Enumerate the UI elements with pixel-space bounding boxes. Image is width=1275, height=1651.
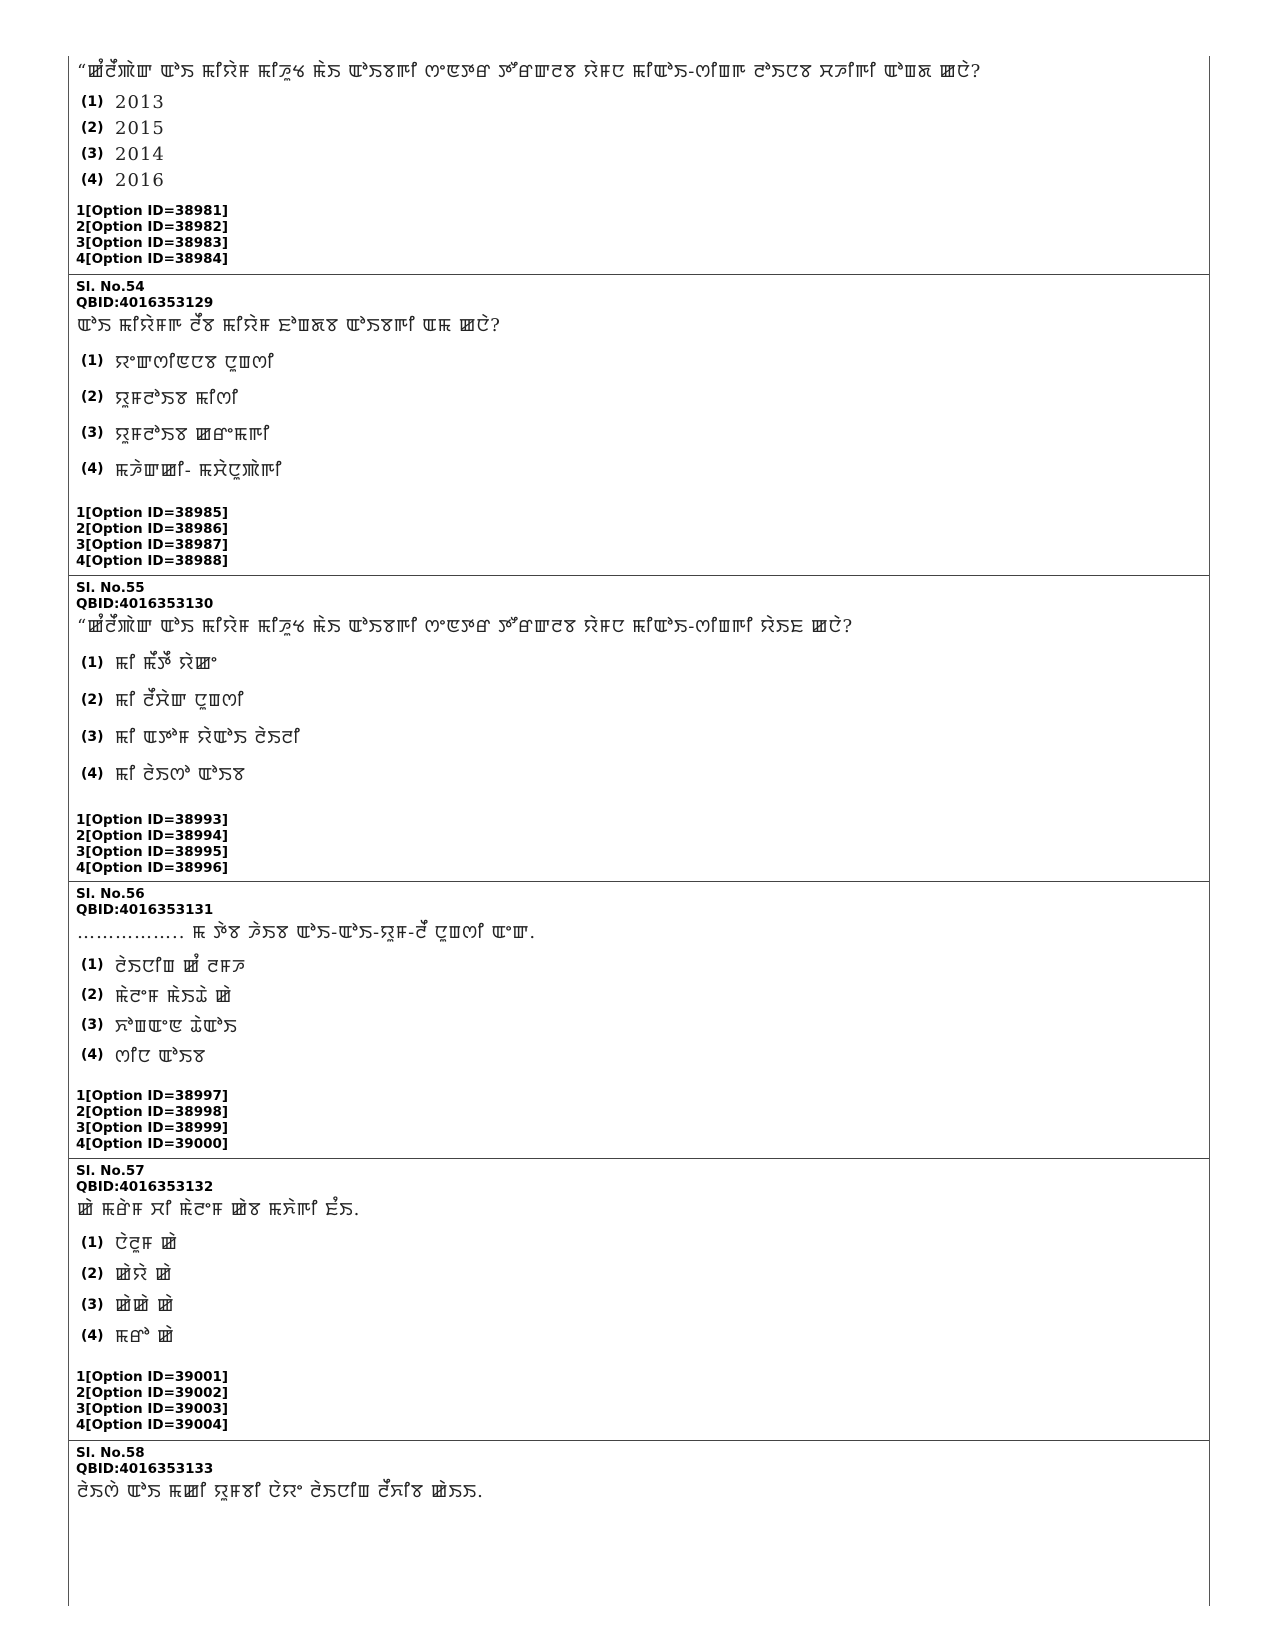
option-text: ꯅꯥꯂꯨꯝ ꯀꯥ [115, 1233, 179, 1254]
question-block-53 [69, 56, 1209, 275]
option-4: (4) ꯁꯤꯅ ꯑꯣꯏꯕ [81, 1040, 1209, 1070]
option-text: ꯃꯤ ꯃꯩꯇꯩ ꯌꯥꯀꯦ [115, 653, 218, 674]
option-text: ꯃꯔꯣ ꯀꯥ [115, 1326, 175, 1347]
serial-number: Sl. No.57 [76, 1163, 145, 1179]
qbid: QBID:4016353129 [76, 295, 214, 311]
option-id: 4[Option ID=38988] [76, 553, 229, 569]
serial-number: Sl. No.55 [76, 580, 145, 596]
option-1: (1) ꯅꯥꯂꯨꯝ ꯀꯥ [81, 1227, 1209, 1258]
option-3: (3) ꯈꯣꯡꯑꯦꯟ ꯊꯥꯑꯣꯏ [81, 1010, 1209, 1040]
option-id: 1[Option ID=39001] [76, 1369, 229, 1385]
option-text: ꯌꯦꯛꯁꯤꯟꯅꯕ ꯅꯨꯡꯁꯤ [115, 351, 275, 373]
option-text: ꯁꯤꯅ ꯑꯣꯏꯕ [115, 1045, 207, 1067]
option-1: (1) ꯌꯦꯛꯁꯤꯟꯅꯕ ꯅꯨꯡꯁꯤ [81, 343, 1209, 379]
option-id: 2[Option ID=38986] [76, 521, 229, 537]
serial-number: Sl. No.56 [76, 886, 145, 902]
option-text: 2016 [115, 169, 165, 191]
option-id: 4[Option ID=39004] [76, 1417, 229, 1433]
question-text: “ꯀꯪꯂꯩꯄꯥꯛ ꯑꯣꯏ ꯃꯤꯌꯥꯝ ꯃꯤꯍꯨꯠ ꯃꯥꯏ ꯑꯣꯏꯕꯒꯤ ꯁꯦꯟꯇꯔ ꯇꯧꯔꯛꯂꯕ ꯌꯥꯝꯅ ꯃꯤꯑꯣꯏ-ꯁꯤꯡꯒꯤ ꯌꯥꯏꯐ ꯀꯅꯥ? [77, 616, 854, 637]
option-id: 1[Option ID=38981] [76, 203, 229, 219]
option-text: ꯌꯨꯝꯂꯣꯏꯕ ꯀꯔꯦꯃꯒꯤ [115, 423, 271, 445]
option-4: (4) ꯃꯤ ꯂꯥꯏꯁꯣ ꯑꯣꯏꯕ [81, 755, 1209, 792]
option-id: 1[Option ID=38985] [76, 505, 229, 521]
option-2: (2) ꯀꯥꯌꯥ ꯀꯥ [81, 1258, 1209, 1289]
question-block-56 [69, 882, 1209, 1159]
option-id: 4[Option ID=38984] [76, 251, 229, 267]
option-id-list [76, 812, 1209, 876]
option-text: ꯃꯤ ꯂꯩꯆꯥꯛ ꯅꯨꯡꯁꯤ [115, 690, 245, 711]
option-id: 3[Option ID=38995] [76, 844, 229, 860]
option-id-list [76, 505, 1209, 569]
option-text: ꯂꯥꯏꯅꯤꯡ ꯀꯪ ꯂꯝꯍ [115, 955, 246, 977]
qbid: QBID:4016353130 [76, 596, 214, 612]
option-text: 2013 [115, 91, 165, 113]
option-text: 2014 [115, 143, 165, 165]
option-2: (2) ꯃꯥꯂꯦꯝ ꯃꯥꯏꯊꯥ ꯀꯥ [81, 980, 1209, 1010]
qbid: QBID:4016353131 [76, 902, 214, 918]
option-4: (4) ꯃꯔꯣ ꯀꯥ [81, 1320, 1209, 1351]
option-text: ꯀꯥꯀꯥ ꯀꯥ [115, 1295, 175, 1316]
option-1: (1) 2013 [81, 91, 165, 113]
option-id: 2[Option ID=38982] [76, 219, 229, 235]
option-text: ꯈꯣꯡꯑꯦꯟ ꯊꯥꯑꯣꯏ [115, 1015, 238, 1037]
option-text: ꯃꯤ ꯑꯇꯣꯝ ꯌꯥꯑꯣꯏ ꯂꯥꯏꯂꯤ [115, 727, 301, 748]
option-id: 4[Option ID=39000] [76, 1136, 229, 1152]
question-text: “ꯀꯪꯂꯩꯄꯥꯛ ꯑꯣꯏ ꯃꯤꯌꯥꯝ ꯃꯤꯍꯨꯠ ꯃꯥꯏ ꯑꯣꯏꯕꯒꯤ ꯁꯦꯟꯇꯔ ꯇꯧꯔꯛꯂꯕ ꯌꯥꯝꯅ ꯃꯤꯑꯣꯏ-ꯁꯤꯡꯒ ꯂꯣꯏꯅꯕ ꯆꯍꯤꯒꯤ ꯑꯣꯡꯗ ꯀꯅꯥ? [77, 61, 982, 82]
option-text: ꯀꯥꯌꯥ ꯀꯥ [115, 1264, 173, 1285]
option-id: 4[Option ID=38996] [76, 860, 229, 876]
option-4: (4) ꯃꯍꯥꯛꯀꯤ- ꯃꯆꯥꯅꯨꯄꯥꯒꯤ [81, 451, 1209, 487]
serial-number: Sl. No.58 [76, 1445, 145, 1461]
question-paper-sheet [68, 56, 1210, 1606]
question-block-57 [69, 1159, 1209, 1441]
option-4: (4) 2016 [81, 169, 165, 191]
option-id: 3[Option ID=39003] [76, 1401, 229, 1417]
option-1: (1) ꯃꯤ ꯃꯩꯇꯩ ꯌꯥꯀꯦ [81, 644, 1209, 681]
option-text: ꯌꯨꯝꯂꯣꯏꯕ ꯃꯤꯁꯤ [115, 387, 239, 409]
option-id: 1[Option ID=38993] [76, 812, 229, 828]
option-id: 3[Option ID=38983] [76, 235, 229, 251]
option-3: (3) ꯌꯨꯝꯂꯣꯏꯕ ꯀꯔꯦꯃꯒꯤ [81, 415, 1209, 451]
option-id-list [76, 1088, 1209, 1152]
option-id: 2[Option ID=38994] [76, 828, 229, 844]
option-text: ꯃꯥꯂꯦꯝ ꯃꯥꯏꯊꯥ ꯀꯥ [115, 985, 233, 1007]
question-text: ꯀꯥ ꯃꯔꯥꯝ ꯆꯤ ꯃꯥꯂꯦꯝ ꯀꯥꯕ ꯃꯈꯥꯒꯤ ꯐꯪꯏ. [77, 1199, 361, 1220]
option-1: (1) ꯂꯥꯏꯅꯤꯡ ꯀꯪ ꯂꯝꯍ [81, 950, 1209, 980]
option-id: 3[Option ID=38987] [76, 537, 229, 553]
option-2: (2) 2015 [81, 117, 165, 139]
question-block-55 [69, 576, 1209, 882]
option-2: (2) ꯃꯤ ꯂꯩꯆꯥꯛ ꯅꯨꯡꯁꯤ [81, 681, 1209, 718]
option-id: 2[Option ID=39002] [76, 1385, 229, 1401]
question-text: ꯂꯥꯏꯁꯥ ꯑꯣꯏ ꯃꯀꯤ ꯌꯨꯝꯕꯤ ꯅꯥꯌꯦ ꯂꯥꯏꯅꯤꯡ ꯂꯩꯈꯤꯕ ꯀꯥꯏꯏ. [77, 1481, 484, 1502]
option-id: 2[Option ID=38998] [76, 1104, 229, 1120]
option-3: (3) 2014 [81, 143, 165, 165]
question-block-58 [69, 1441, 1209, 1606]
option-text: ꯃꯍꯥꯛꯀꯤ- ꯃꯆꯥꯅꯨꯄꯥꯒꯤ [115, 459, 283, 481]
option-id: 3[Option ID=38999] [76, 1120, 229, 1136]
question-text: …………….. ꯃ ꯇꯥꯕ ꯍꯥꯏꯕ ꯑꯣꯏ-ꯑꯣꯏ-ꯌꯨꯝ-ꯂꯩ ꯅꯨꯡꯁꯤ ꯑꯦꯛ. [77, 922, 537, 943]
option-3: (3) ꯀꯥꯀꯥ ꯀꯥ [81, 1289, 1209, 1320]
option-id-list [76, 203, 1209, 267]
question-block-54 [69, 275, 1209, 576]
option-id-list [76, 1369, 1209, 1433]
question-text: ꯑꯣꯏ ꯃꯤꯌꯥꯝꯒ ꯂꯩꯕ ꯃꯤꯌꯥꯝ ꯐꯣꯡꯗꯕ ꯑꯣꯏꯕꯒꯤ ꯑꯃ ꯀꯅꯥ? [77, 315, 501, 336]
option-text: ꯃꯤ ꯂꯥꯏꯁꯣ ꯑꯣꯏꯕ [115, 764, 246, 785]
qbid: QBID:4016353133 [76, 1461, 214, 1477]
option-3: (3) ꯃꯤ ꯑꯇꯣꯝ ꯌꯥꯑꯣꯏ ꯂꯥꯏꯂꯤ [81, 718, 1209, 755]
option-id: 1[Option ID=38997] [76, 1088, 229, 1104]
qbid: QBID:4016353132 [76, 1179, 214, 1195]
option-2: (2) ꯌꯨꯝꯂꯣꯏꯕ ꯃꯤꯁꯤ [81, 379, 1209, 415]
option-text: 2015 [115, 117, 165, 139]
serial-number: Sl. No.54 [76, 279, 145, 295]
